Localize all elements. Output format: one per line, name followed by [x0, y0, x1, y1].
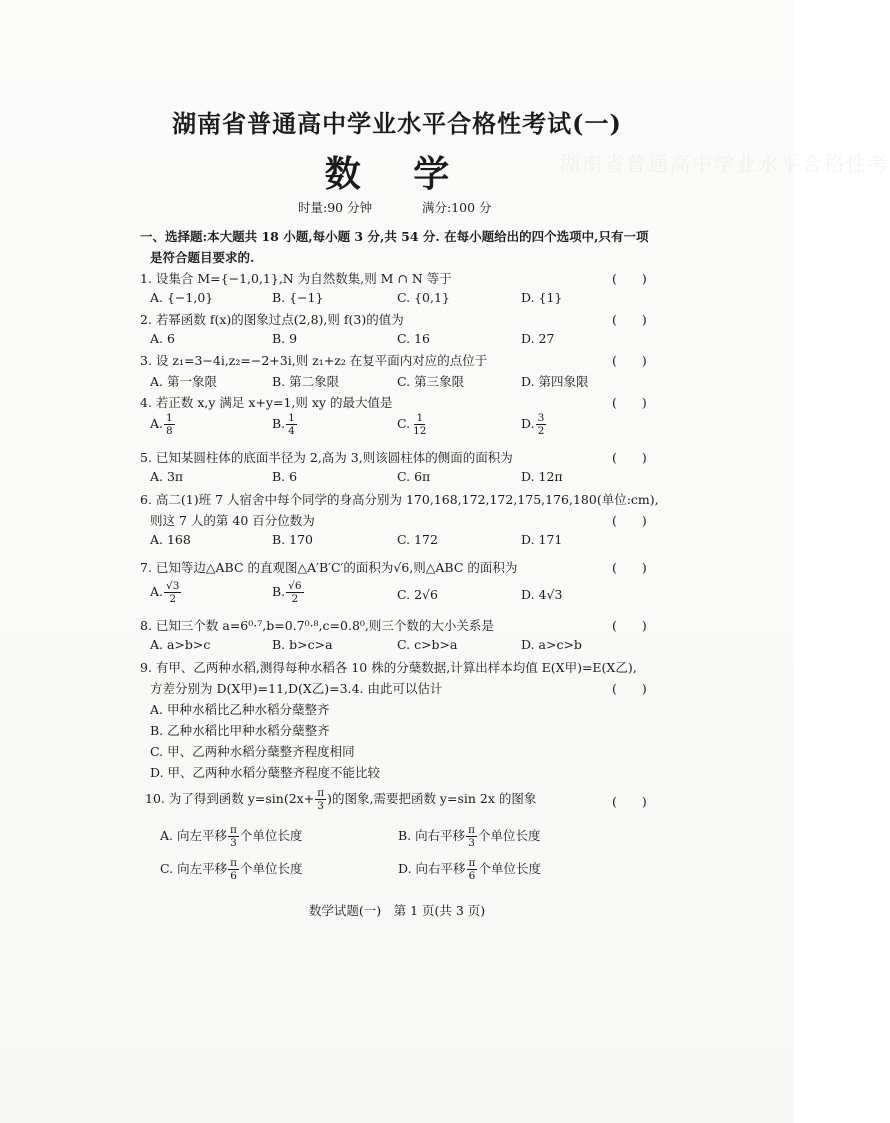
- section-heading-cont: 是符合题目要求的.: [150, 250, 255, 265]
- question-stem: 1. 设集合 M={−1,0,1},N 为自然数集,则 M ∩ N 等于: [140, 271, 452, 286]
- numerator: π: [468, 857, 476, 869]
- fraction: [411, 412, 428, 437]
- option-text: 个单位长度: [239, 861, 303, 877]
- option-a: A. 甲种水稻比乙种水稻分蘖整齐: [150, 702, 330, 717]
- option-b: B. 乙种水稻比甲种水稻分蘖整齐: [150, 723, 330, 738]
- option-a: A. 3π: [150, 469, 184, 484]
- option-label: A.: [150, 416, 164, 432]
- option-label: B.: [272, 416, 286, 432]
- option-a: [150, 580, 182, 605]
- numerator: 1: [288, 412, 295, 424]
- option-label: B.: [272, 584, 286, 600]
- answer-bracket: ( ): [612, 395, 647, 410]
- option-label: D.: [521, 416, 535, 432]
- fraction: [164, 580, 181, 605]
- fraction: [228, 824, 239, 849]
- section-heading: 一、选择题:本大题共 18 小题,每小题 3 分,共 54 分. 在每小题给出的四个选项中,只有一项: [140, 229, 649, 244]
- denominator: 6: [230, 870, 237, 883]
- option-b: [272, 580, 305, 605]
- numerator: √3: [166, 580, 180, 592]
- option-b: B. 170: [272, 532, 313, 547]
- stem-text: )的图象,需要把函数 y=sin 2x 的图象: [327, 791, 537, 807]
- fraction: [164, 412, 175, 437]
- option-text: C. 向左平移: [160, 861, 228, 877]
- bleed-through-text: [330, 420, 616, 449]
- option-text: A. 向左平移: [160, 828, 227, 844]
- full-score: 满分:100 分: [422, 200, 492, 215]
- option-text: 个单位长度: [478, 828, 541, 844]
- numerator: 1: [416, 412, 424, 424]
- option-a: A. 168: [150, 532, 191, 547]
- stem-text: 10. 为了得到函数 y=sin(2x+: [145, 791, 315, 807]
- denominator: 3: [468, 837, 475, 850]
- option-b: B. {−1}: [272, 290, 324, 305]
- page-footer: 数学试题(一) 第 1 页(共 3 页): [308, 903, 486, 918]
- option-b: B. b>c>a: [272, 637, 333, 652]
- question-stem-cont: 则这 7 人的第 40 百分位数为: [150, 513, 315, 528]
- option-c: C. 16: [397, 331, 430, 346]
- option-text: 个单位长度: [239, 828, 303, 844]
- fraction: [536, 412, 547, 437]
- numerator: π: [468, 824, 476, 836]
- option-d: D. 12π: [521, 469, 563, 484]
- question-stem: 6. 高二(1)班 7 人宿舍中每个同学的身高分别为 170,168,172,172,175,176,180(单位:cm),: [140, 492, 659, 507]
- option-d: D. 甲、乙两种水稻分蘖整齐程度不能比较: [150, 765, 381, 780]
- option-c: C. 2√6: [397, 587, 438, 602]
- denominator: 2: [291, 593, 299, 606]
- fraction: [286, 412, 297, 437]
- numerator: √6: [288, 580, 302, 592]
- option-d: D. 4√3: [521, 587, 563, 602]
- option-c: C. 172: [397, 532, 438, 547]
- option-a: A. 第一象限: [150, 374, 217, 389]
- option-c: C. 第三象限: [397, 374, 465, 389]
- numerator: π: [230, 857, 237, 869]
- answer-bracket: ( ): [612, 681, 647, 696]
- option-b: [272, 412, 298, 437]
- option-d: [521, 412, 547, 437]
- option-label: C.: [397, 416, 411, 432]
- exam-title: 湖南省普通高中学业水平合格性考试(一): [172, 109, 622, 138]
- subject-title: 数 学: [324, 153, 470, 195]
- question-stem: 5. 已知某圆柱体的底面半径为 2,高为 3,则该圆柱体的侧面的面积为: [140, 450, 513, 465]
- fraction: [466, 824, 477, 849]
- question-stem: 4. 若正数 x,y 满足 x+y=1,则 xy 的最大值是: [140, 395, 393, 410]
- question-stem-cont: 方差分别为 D(X甲)=11,D(X乙)=3.4. 由此可以估计: [150, 681, 443, 696]
- option-d: [398, 857, 541, 882]
- question-stem: 2. 若幂函数 f(x)的图象过点(2,8),则 f(3)的值为: [140, 312, 404, 327]
- numerator: 3: [537, 412, 545, 424]
- question-stem: [145, 787, 536, 812]
- fraction: [228, 857, 239, 882]
- question-stem: 9. 有甲、乙两种水稻,测得每种水稻各 10 株的分蘖数据,计算出样本均值 E(X甲)=E(X乙),: [140, 660, 637, 675]
- question-stem: 3. 设 z₁=3−4i,z₂=−2+3i,则 z₁+z₂ 在复平面内对应的点位于: [140, 353, 488, 368]
- option-b: [398, 824, 541, 849]
- denominator: 6: [468, 870, 476, 883]
- option-d: D. 171: [521, 532, 563, 547]
- option-b: B. 6: [272, 469, 298, 484]
- option-text: 个单位长度: [478, 861, 541, 877]
- option-c: [397, 412, 429, 437]
- option-label: A.: [150, 584, 164, 600]
- numerator: π: [229, 824, 237, 836]
- numerator: 1: [166, 412, 173, 424]
- option-d: D. {1}: [521, 290, 563, 305]
- fraction: [315, 787, 326, 812]
- time-limit: 时量:90 分钟: [298, 200, 373, 215]
- answer-bracket: ( ): [612, 513, 647, 528]
- denominator: 8: [166, 425, 173, 438]
- question-stem: 7. 已知等边△ABC 的直观图△A′B′C′的面积为√6,则△ABC 的面积为: [140, 560, 518, 575]
- option-c: C. 甲、乙两种水稻分蘖整齐程度相同: [150, 744, 355, 759]
- denominator: 12: [413, 425, 427, 438]
- option-text: B. 向右平移: [398, 828, 466, 844]
- option-d: D. 第四象限: [521, 374, 589, 389]
- option-a: A. 6: [150, 331, 175, 346]
- option-c: [160, 857, 303, 882]
- option-d: D. 27: [521, 331, 555, 346]
- bleed-through-text: 湖南省普通高中学业水平合格性考: [560, 152, 890, 176]
- denominator: 2: [169, 593, 177, 606]
- option-a: [150, 412, 176, 437]
- answer-bracket: ( ): [612, 353, 647, 368]
- option-c: C. 6π: [397, 469, 431, 484]
- option-b: B. 第二象限: [272, 374, 340, 389]
- option-a: [160, 824, 302, 849]
- answer-bracket: ( ): [612, 312, 647, 327]
- option-a: A. {−1,0}: [150, 290, 214, 305]
- option-c: C. c>b>a: [397, 637, 458, 652]
- fraction: [467, 857, 478, 882]
- option-a: A. a>b>c: [150, 637, 211, 652]
- numerator: π: [317, 787, 325, 799]
- option-text: D. 向右平移: [398, 861, 466, 877]
- answer-bracket: ( ): [612, 560, 647, 575]
- denominator: 3: [230, 837, 237, 850]
- answer-bracket: ( ): [612, 271, 647, 286]
- answer-bracket: ( ): [612, 450, 647, 465]
- denominator: 3: [317, 800, 324, 813]
- option-c: C. {0,1}: [397, 290, 450, 305]
- option-d: D. a>c>b: [521, 637, 582, 652]
- fraction: [286, 580, 303, 605]
- denominator: 4: [288, 425, 295, 438]
- option-b: B. 9: [272, 331, 298, 346]
- question-stem: 8. 已知三个数 a=6⁰·⁷,b=0.7⁰·⁸,c=0.8⁰,则三个数的大小关系是: [140, 618, 494, 633]
- answer-bracket: ( ): [612, 618, 647, 633]
- denominator: 2: [537, 425, 545, 438]
- answer-bracket: ( ): [612, 794, 647, 809]
